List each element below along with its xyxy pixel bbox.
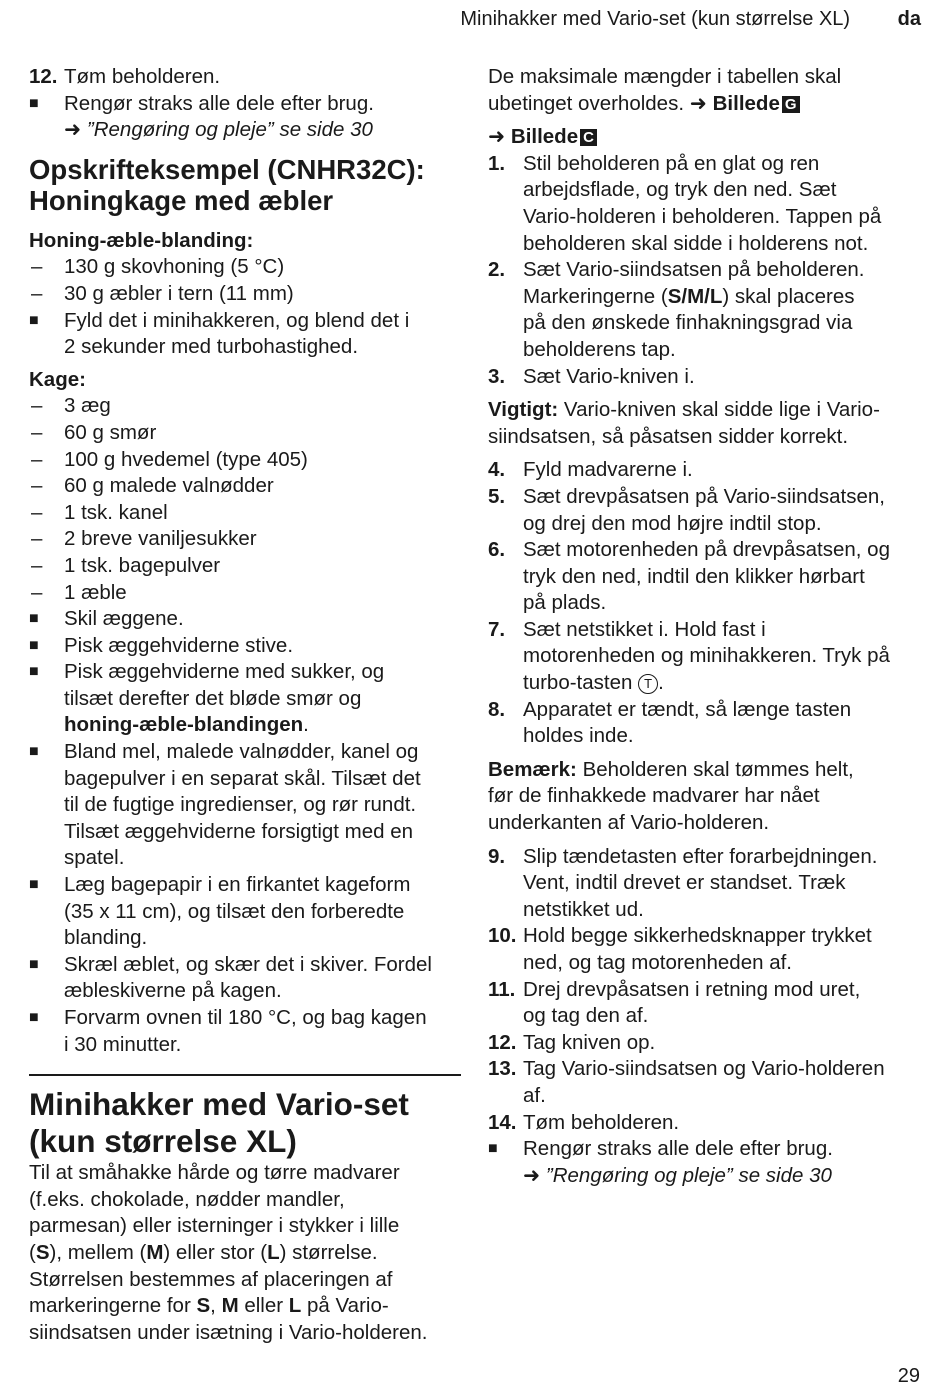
list-item — [29, 952, 461, 1005]
step-text: Vario-holderen i beholderen. Tappen på — [523, 204, 882, 228]
step-text: Hold begge sikkerhedsknapper trykket — [523, 924, 872, 948]
step-text: blanding. — [64, 926, 148, 950]
turbo-button-icon: T — [638, 674, 658, 694]
para-text: , — [210, 1294, 222, 1318]
section-heading — [29, 1074, 461, 1160]
para-text: på Vario- — [301, 1294, 389, 1318]
step-text: Pisk æggehviderne med sukker, og — [64, 660, 385, 684]
step-text: Markeringerne ( — [523, 284, 668, 308]
ingredient-item — [29, 281, 461, 308]
list-item — [29, 633, 461, 660]
step-number: 1. — [488, 151, 506, 175]
step-text: Skræl æblet, og skær det i skiver. Fordel — [64, 952, 432, 976]
bullet-icon: ■ — [29, 876, 39, 894]
figure-reference[interactable]: Billede — [712, 91, 780, 115]
bullet-icon: ■ — [29, 663, 39, 681]
dash-icon: – — [31, 474, 43, 498]
list-item — [488, 844, 928, 924]
max-amounts-note — [488, 64, 928, 117]
figure-badge: G — [782, 96, 800, 113]
section-heading-line: (kun størrelse XL) — [29, 1123, 297, 1160]
para-text: markeringerne for — [29, 1294, 197, 1318]
list-item — [488, 697, 928, 750]
step-text: Stil beholderen på en glat og ren — [523, 151, 820, 175]
ingredient-text: 60 g malede valnødder — [64, 474, 274, 498]
size-l: L — [267, 1240, 280, 1264]
list-item — [29, 64, 461, 91]
reference-link[interactable]: ”Rengøring og pleje” se side 30 — [86, 118, 373, 142]
step-text-bold: honing-æble-blandingen — [64, 713, 304, 737]
dash-icon: – — [31, 255, 43, 279]
step-text: Apparatet er tændt, så længe tasten — [523, 697, 852, 721]
step-text: tryk den ned, indtil den klikker hørbart — [523, 564, 865, 588]
step-text: af. — [523, 1083, 546, 1107]
arrow-right-icon: ➜ — [523, 1163, 541, 1187]
step-text: . — [658, 671, 664, 695]
ingredient-text: 1 æble — [64, 580, 127, 604]
ingredient-text: 100 g hvedemel (type 405) — [64, 447, 308, 471]
cross-reference — [488, 1163, 928, 1190]
important-note — [488, 397, 928, 450]
dash-icon: – — [31, 281, 43, 305]
step-text: Fyld det i minihakkeren, og blend det i — [64, 308, 410, 332]
cross-reference — [29, 117, 461, 144]
bullet-icon: ■ — [29, 94, 39, 112]
header-title: Minihakker med Vario-set (kun størrelse XL) — [460, 8, 851, 30]
step-text: Tag Vario-siindsatsen og Vario-holderen — [523, 1057, 885, 1081]
para-text: ubetinget overholdes. — [488, 91, 685, 115]
right-column — [488, 64, 928, 1189]
figure-reference-line — [488, 124, 928, 151]
step-text: netstikket ud. — [523, 897, 644, 921]
step-number: 12. — [488, 1030, 517, 1054]
bullet-icon: ■ — [29, 1009, 39, 1026]
step-text: holdes inde. — [523, 724, 634, 748]
ingredient-item — [29, 553, 461, 580]
step-number: 2. — [488, 258, 506, 282]
list-item — [29, 659, 461, 739]
bullet-icon: ■ — [29, 636, 39, 654]
arrow-right-icon: ➜ — [488, 125, 506, 149]
dash-icon: – — [31, 447, 43, 471]
size-s: S — [35, 1240, 50, 1264]
step-number: 3. — [488, 364, 506, 388]
figure-reference[interactable]: Billede — [510, 125, 579, 149]
step-text: Sæt drevpåsatsen på Vario-siindsatsen, — [523, 484, 885, 508]
step-number: 9. — [488, 844, 506, 868]
step-text: spatel. — [64, 846, 125, 870]
ingredient-text: 30 g æbler i tern (11 mm) — [64, 281, 294, 305]
para-line: Til at småhakke hårde og tørre madvarer — [29, 1161, 400, 1185]
step-text: Tag kniven op. — [523, 1030, 656, 1054]
note-label: Bemærk: — [488, 757, 577, 781]
step-text: på den ønskede finhakningsgrad via — [523, 311, 853, 335]
ingredient-item — [29, 254, 461, 281]
blend-label: Honing-æble-blanding: — [29, 228, 254, 252]
step-text: til de fugtige ingredienser, og rør rundt. — [64, 793, 417, 817]
step-text: (35 x 11 cm), og tilsæt den forberedte — [64, 899, 405, 923]
para-text: eller — [238, 1294, 289, 1318]
step-text: Pisk æggehviderne stive. — [64, 633, 294, 657]
step-number: 10. — [488, 924, 517, 948]
ingredient-text: 1 tsk. kanel — [64, 500, 168, 524]
ingredient-item — [29, 500, 461, 527]
list-item — [488, 257, 928, 363]
para-text: Vario-kniven skal sidde lige i Vario- — [558, 398, 880, 422]
para-line: før de finhakkede madvarer har nået — [488, 784, 820, 808]
step-text: Rengør straks alle dele efter brug. — [523, 1137, 833, 1161]
list-item — [488, 484, 928, 537]
list-item — [488, 1136, 928, 1163]
language-code: da — [897, 8, 921, 30]
step-text-bold: S/M/L — [667, 284, 723, 308]
step-number: 14. — [488, 1110, 517, 1134]
para-line: siindsatsen, så påsatsen sidder korrekt. — [488, 424, 849, 448]
arrow-right-icon: ➜ — [689, 91, 707, 115]
bullet-icon: ■ — [29, 743, 39, 761]
step-text: på plads. — [523, 591, 607, 615]
step-text: beholderens tap. — [523, 337, 676, 361]
recipe-heading-line: Honingkage med æbler — [29, 184, 334, 216]
step-number: 7. — [488, 617, 506, 641]
list-item — [29, 308, 461, 361]
size-m: M — [146, 1240, 164, 1264]
step-text: Slip tændetasten efter forarbejdningen. — [523, 844, 878, 868]
size-m: M — [221, 1294, 239, 1318]
bullet-icon: ■ — [488, 1140, 498, 1158]
step-number: 13. — [488, 1057, 517, 1081]
step-number: 11. — [488, 977, 516, 1001]
step-text: . — [303, 713, 309, 737]
step-number: 4. — [488, 458, 506, 482]
step-text: og tag den af. — [523, 1004, 649, 1028]
step-text: Fyld madvarerne i. — [523, 458, 693, 482]
dash-icon: – — [31, 580, 43, 604]
step-text: Sæt motorenheden på drevpåsatsen, og — [523, 538, 890, 562]
step-text: Skil æggene. — [64, 607, 184, 631]
ingredient-text: 1 tsk. bagepulver — [64, 553, 221, 577]
ingredient-text: 130 g skovhoning (5 °C) — [64, 255, 285, 279]
list-item — [29, 1005, 461, 1058]
step-text: ) skal placeres — [722, 284, 855, 308]
ingredient-item — [29, 420, 461, 447]
recipe-heading-line: Opskrifteksempel (CNHR32C): — [29, 153, 425, 185]
dash-icon: – — [31, 500, 43, 524]
step-text: Forvarm ovnen til 180 °C, og bag kagen — [64, 1006, 427, 1029]
step-text: i 30 minutter. — [64, 1032, 182, 1056]
step-text: Rengør straks alle dele efter brug. — [64, 91, 374, 115]
dash-icon: – — [31, 420, 43, 444]
step-text: æbleskiverne på kagen. — [64, 979, 282, 1003]
para-line: siindsatsen under isætning i Vario-holderen. — [29, 1320, 428, 1344]
list-item — [488, 364, 928, 391]
bullet-icon: ■ — [29, 610, 39, 628]
para-line: underkanten af Vario-holderen. — [488, 811, 770, 835]
reference-link[interactable]: ”Rengøring og pleje” se side 30 — [545, 1163, 832, 1187]
ingredient-item — [29, 473, 461, 500]
step-text: motorenheden og minihakkeren. Tryk på — [523, 644, 890, 668]
step-text: Vent, indtil drevet er standset. Træk — [523, 871, 846, 895]
intro-paragraph — [29, 1160, 461, 1346]
step-text: Tilsæt æggehviderne forsigtigt med en — [64, 819, 414, 843]
step-text: ned, og tag motorenheden af. — [523, 951, 792, 974]
ingredient-item — [29, 447, 461, 474]
ingredient-item — [29, 526, 461, 553]
figure-badge: C — [580, 129, 597, 146]
step-number: 6. — [488, 538, 506, 562]
para-line: De maksimale mængder i tabellen skal — [488, 65, 842, 88]
ingredient-item — [29, 580, 461, 607]
arrow-right-icon: ➜ — [64, 118, 82, 142]
page-number: 29 — [897, 1365, 920, 1388]
step-text: Sæt netstikket i. Hold fast i — [523, 617, 766, 641]
para-text: Beholderen skal tømmes helt, — [576, 757, 854, 781]
note-label: Vigtigt: — [488, 398, 559, 422]
step-text: og drej den mod højre indtil stop. — [523, 511, 822, 535]
list-item — [488, 1056, 928, 1109]
bullet-icon: ■ — [29, 955, 39, 973]
para-line: Størrelsen bestemmes af placeringen af — [29, 1267, 393, 1291]
step-text: Drej drevpåsatsen i retning mod uret, — [523, 977, 861, 1001]
dash-icon: – — [31, 527, 43, 551]
dash-icon: – — [31, 394, 43, 418]
list-item — [488, 151, 928, 257]
cake-label: Kage: — [29, 367, 86, 391]
step-text: Sæt Vario-kniven i. — [523, 364, 695, 388]
list-item — [488, 977, 928, 1030]
note-paragraph — [488, 757, 928, 837]
bullet-icon: ■ — [29, 311, 39, 329]
list-item — [488, 1110, 928, 1137]
list-item — [488, 923, 928, 976]
list-item — [488, 457, 928, 484]
para-text: ) eller stor ( — [163, 1240, 268, 1264]
para-text: ) størrelse. — [279, 1240, 378, 1264]
list-item — [29, 739, 461, 872]
page-header — [460, 6, 921, 33]
para-text: ), mellem ( — [49, 1240, 147, 1264]
size-s: S — [196, 1294, 211, 1318]
step-text: Tøm beholderen. — [64, 65, 221, 88]
step-text: 2 sekunder med turbohastighed. — [64, 335, 359, 359]
list-item — [488, 617, 928, 697]
step-number: 12. — [29, 65, 58, 88]
ingredient-text: 3 æg — [64, 394, 111, 418]
para-line: parmesan) eller isterninger i stykker i lille — [29, 1214, 400, 1238]
left-column — [29, 64, 461, 1346]
ingredient-text: 60 g smør — [64, 420, 157, 444]
step-text: Sæt Vario-siindsatsen på beholderen. — [523, 258, 865, 282]
step-text: bagepulver i en separat skål. Tilsæt det — [64, 766, 421, 790]
list-item — [488, 1030, 928, 1057]
list-item — [29, 606, 461, 633]
step-text: beholderen skal sidde i holderens not. — [523, 231, 869, 255]
section-heading-line: Minihakker med Vario-set — [29, 1086, 409, 1123]
para-text: ( — [29, 1240, 36, 1264]
step-number: 5. — [488, 484, 506, 508]
step-text: Bland mel, malede valnødder, kanel og — [64, 740, 419, 764]
step-text: Læg bagepapir i en firkantet kageform — [64, 873, 411, 897]
list-item — [488, 537, 928, 617]
ingredient-text: 2 breve vaniljesukker — [64, 527, 257, 551]
size-l: L — [288, 1294, 302, 1318]
step-text: arbejdsflade, og tryk den ned. Sæt — [523, 178, 837, 202]
step-text: Tøm beholderen. — [523, 1110, 680, 1134]
dash-icon: – — [31, 553, 43, 577]
ingredient-item — [29, 393, 461, 420]
list-item — [29, 91, 461, 118]
step-text: tilsæt derefter det bløde smør og — [64, 686, 362, 710]
step-number: 8. — [488, 697, 506, 721]
recipe-heading — [29, 154, 461, 216]
step-text: turbo-tasten — [523, 671, 639, 695]
list-item — [29, 872, 461, 952]
para-line: (f.eks. chokolade, nødder mandler, — [29, 1187, 345, 1211]
